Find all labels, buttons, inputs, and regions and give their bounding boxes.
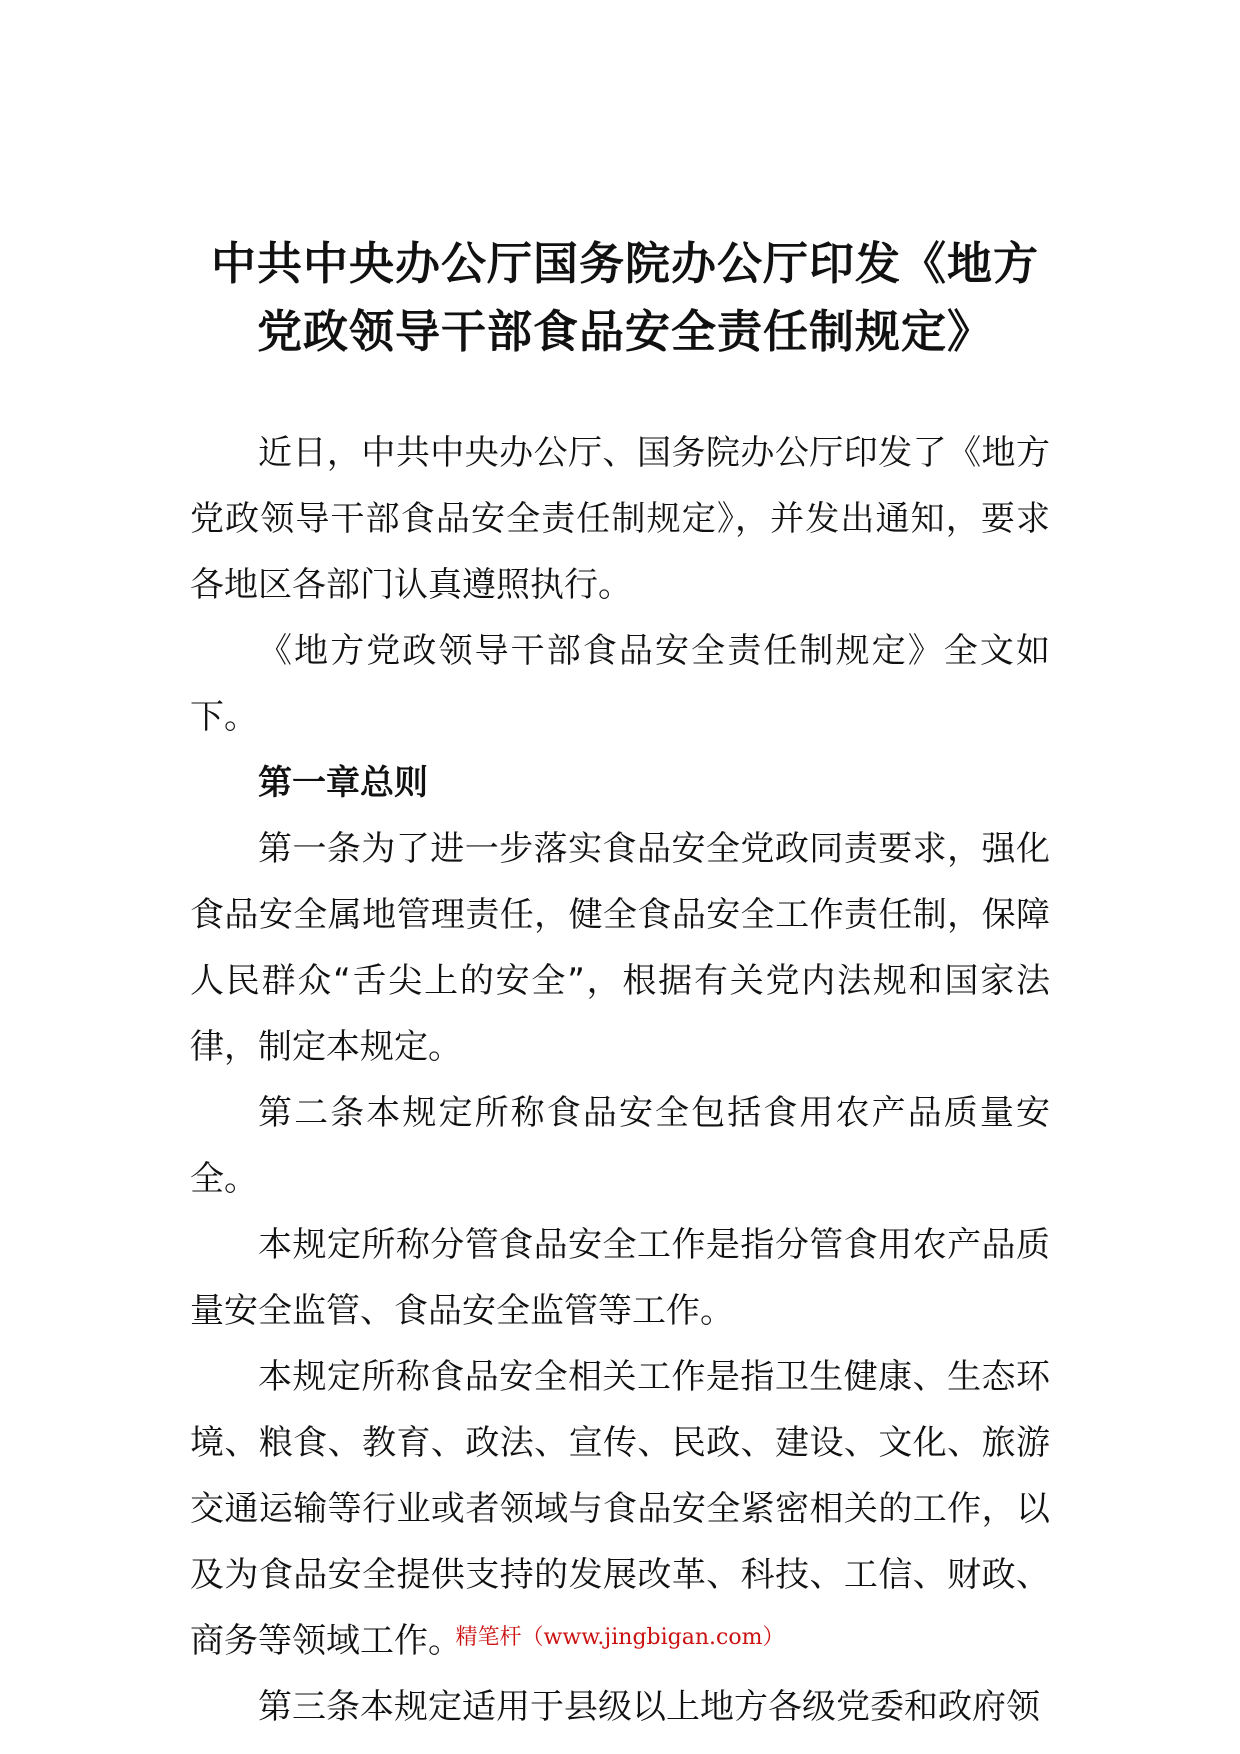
title-line-2: 党政领导干部食品安全责任制规定》 (256, 305, 993, 358)
title-line-1: 中共中央办公厅国务院办公厅印发《地方 (210, 237, 1039, 290)
paragraph-article-3: 第三条本规定适用于县级以上地方各级党委和政府领 (258, 1687, 1040, 1727)
paragraph-article-1: 第一条为了进一步落实食品安全党政同责要求，强化食品安全属地管理责任，健全食品安全工作责任制，保障人民群众“舌尖上的安全”，根据有关党内法规和国家法律，制定本规定。 (190, 829, 1050, 1067)
document-title (190, 230, 1060, 366)
paragraph-definition-related-work: 本规定所称食品安全相关工作是指卫生健康、生态环境、粮食、教育、政法、宣传、民政、建设、文化、旅游交通运输等行业或者领域与食品安全紧密相关的工作，以及为食品安全提供支持的发展改革、科技、工信、财政、商务等领域工作。 (190, 1357, 1050, 1661)
paragraph-intro: 近日，中共中央办公厅、国务院办公厅印发了《地方党政领导干部食品安全责任制规定》，并发出通知，要求各地区各部门认真遵照执行。 (190, 433, 1050, 605)
document-body (190, 420, 1050, 1740)
paragraph-definition-supervision: 本规定所称分管食品安全工作是指分管食用农产品质量安全监管、食品安全监管等工作。 (190, 1225, 1050, 1331)
chapter-heading: 第一章总则 (258, 763, 428, 803)
footer-watermark: 精笔杆（www.jingbigan.com） (455, 1625, 785, 1650)
paragraph-article-2: 第二条本规定所称食品安全包括食用农产品质量安全。 (190, 1093, 1050, 1199)
paragraph-fulltext-note: 《地方党政领导干部食品安全责任制规定》全文如下。 (190, 631, 1050, 737)
